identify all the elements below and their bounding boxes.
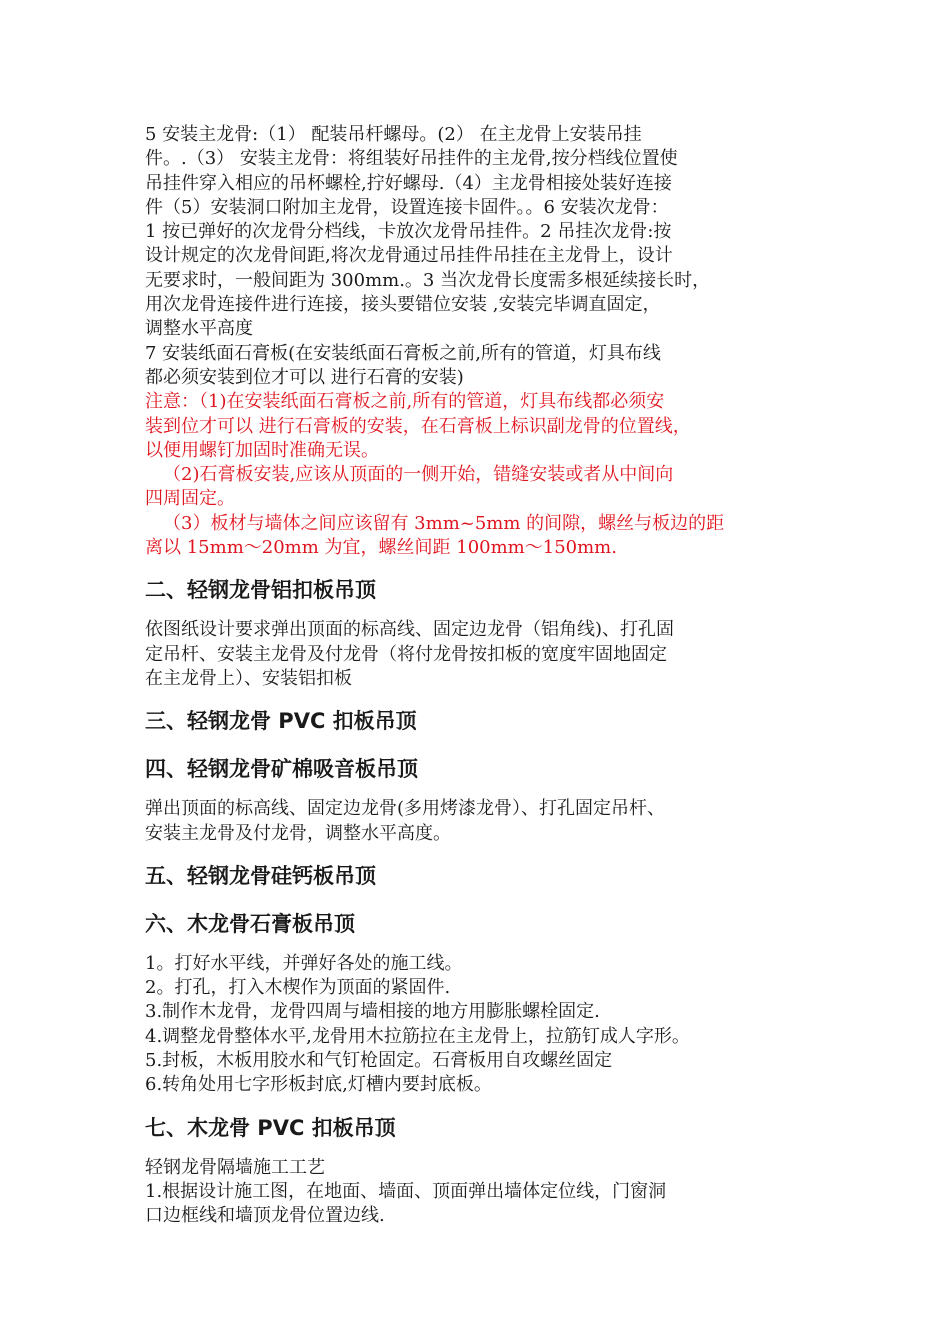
notice-line: （3）板材与墙体之间应该留有 3mm~5mm 的间隙，螺丝与板边的距: [163, 512, 725, 534]
section-heading-6: 六、木龙骨石膏板吊顶: [145, 911, 355, 936]
text-line: 依图纸设计要求弹出顶面的标高线、固定边龙骨（铝角线)、打孔固: [145, 619, 675, 641]
notice-line: 离以 15mm～20mm 为宜，螺丝间距 100mm～150mm.: [145, 537, 617, 559]
text-line: 调整水平高度: [145, 318, 253, 340]
install-steps-paragraph: [145, 123, 825, 390]
text-line: 设计规定的次龙骨间距,将次龙骨通过吊挂件吊挂在主龙骨上，设计: [145, 245, 673, 267]
section-heading-4: 四、轻钢龙骨矿棉吸音板吊顶: [145, 757, 418, 782]
notice-block: [145, 390, 825, 560]
text-line: 弹出顶面的标高线、固定边龙骨(多用烤漆龙骨）、打孔固定吊杆、: [145, 798, 666, 820]
text-line: 7 安装纸面石膏板(在安装纸面石膏板之前,所有的管道，灯具布线: [145, 342, 661, 364]
text-line: 口边框线和墙顶龙骨位置边线.: [145, 1205, 385, 1227]
notice-line: 注意：（1)在安装纸面石膏板之前,所有的管道，灯具布线都必须安: [145, 391, 665, 413]
notice-line: 以便用螺钉加固时准确无误。: [145, 439, 379, 461]
text-line: 1.根据设计施工图，在地面、墙面、顶面弹出墙体定位线，门窗洞: [145, 1180, 667, 1202]
document-body: [145, 123, 825, 1229]
section-heading-3: 三、轻钢龙骨 PVC 扣板吊顶: [145, 709, 417, 734]
text-line: 轻钢龙骨隔墙施工工艺: [145, 1156, 325, 1178]
list-item: 5.封板，木板用胶水和气钉枪固定。石膏板用自攻螺丝固定: [145, 1050, 613, 1072]
text-line: 定吊杆、安装主龙骨及付龙骨（将付龙骨按扣板的宽度牢固地固定: [145, 643, 667, 665]
section-2-paragraph: [145, 618, 825, 691]
text-line: 无要求时，一般间距为 300mm.。3 当次龙骨长度需多根延续接长时，: [145, 269, 711, 291]
text-line: 5 安装主龙骨:（1） 配装吊杆螺母。(2） 在主龙骨上安装吊挂: [145, 124, 642, 145]
section-heading-2: 二、轻钢龙骨铝扣板吊顶: [145, 578, 376, 603]
text-line: 都必须安装到位才可以 进行石膏的安装): [145, 366, 464, 388]
list-item: 1。打好水平线，并弹好各处的施工线。: [145, 952, 463, 974]
text-line: 1 按已弹好的次龙骨分档线，卡放次龙骨吊挂件。2 吊挂次龙骨:按: [145, 221, 672, 243]
text-line: 件（5）安装洞口附加主龙骨，设置连接卡固件。。6 安装次龙骨：: [145, 196, 669, 218]
section-heading-7: 七、木龙骨 PVC 扣板吊顶: [145, 1115, 396, 1140]
section-4-paragraph: [145, 797, 825, 846]
notice-line: （2)石膏板安装,应该从顶面的一侧开始，错缝安装或者从中间向: [163, 464, 674, 486]
section-6-list: [145, 952, 825, 1098]
list-item: 3.制作木龙骨，龙骨四周与墙相接的地方用膨胀螺栓固定.: [145, 1001, 600, 1023]
text-line: 在主龙骨上）、安装铝扣板: [145, 667, 352, 689]
notice-line: 装到位才可以 进行石膏板的安装，在石膏板上标识副龙骨的位置线，: [145, 415, 691, 437]
text-line: 件。.（3） 安装主龙骨：将组装好吊挂件的主龙骨,按分档线位置使: [145, 148, 678, 170]
text-line: 用次龙骨连接件进行连接，接头要错位安装 ,安装完毕调直固定，: [145, 294, 661, 316]
list-item: 4.调整龙骨整体水平,龙骨用木拉筋拉在主龙骨上，拉筋钉成人字形。: [145, 1025, 690, 1047]
list-item: 6.转角处用七字形板封底,灯槽内要封底板。: [145, 1074, 492, 1096]
list-item: 2。打孔，打入木楔作为顶面的紧固件.: [145, 977, 451, 999]
text-line: 吊挂件穿入相应的吊杯螺栓,拧好螺母.（4）主龙骨相接处装好连接: [145, 172, 672, 194]
section-7-paragraph: [145, 1156, 825, 1229]
notice-line: 四周固定。: [145, 488, 235, 510]
text-line: 安装主龙骨及付龙骨，调整水平高度。: [145, 822, 451, 844]
section-heading-5: 五、轻钢龙骨硅钙板吊顶: [145, 863, 376, 888]
